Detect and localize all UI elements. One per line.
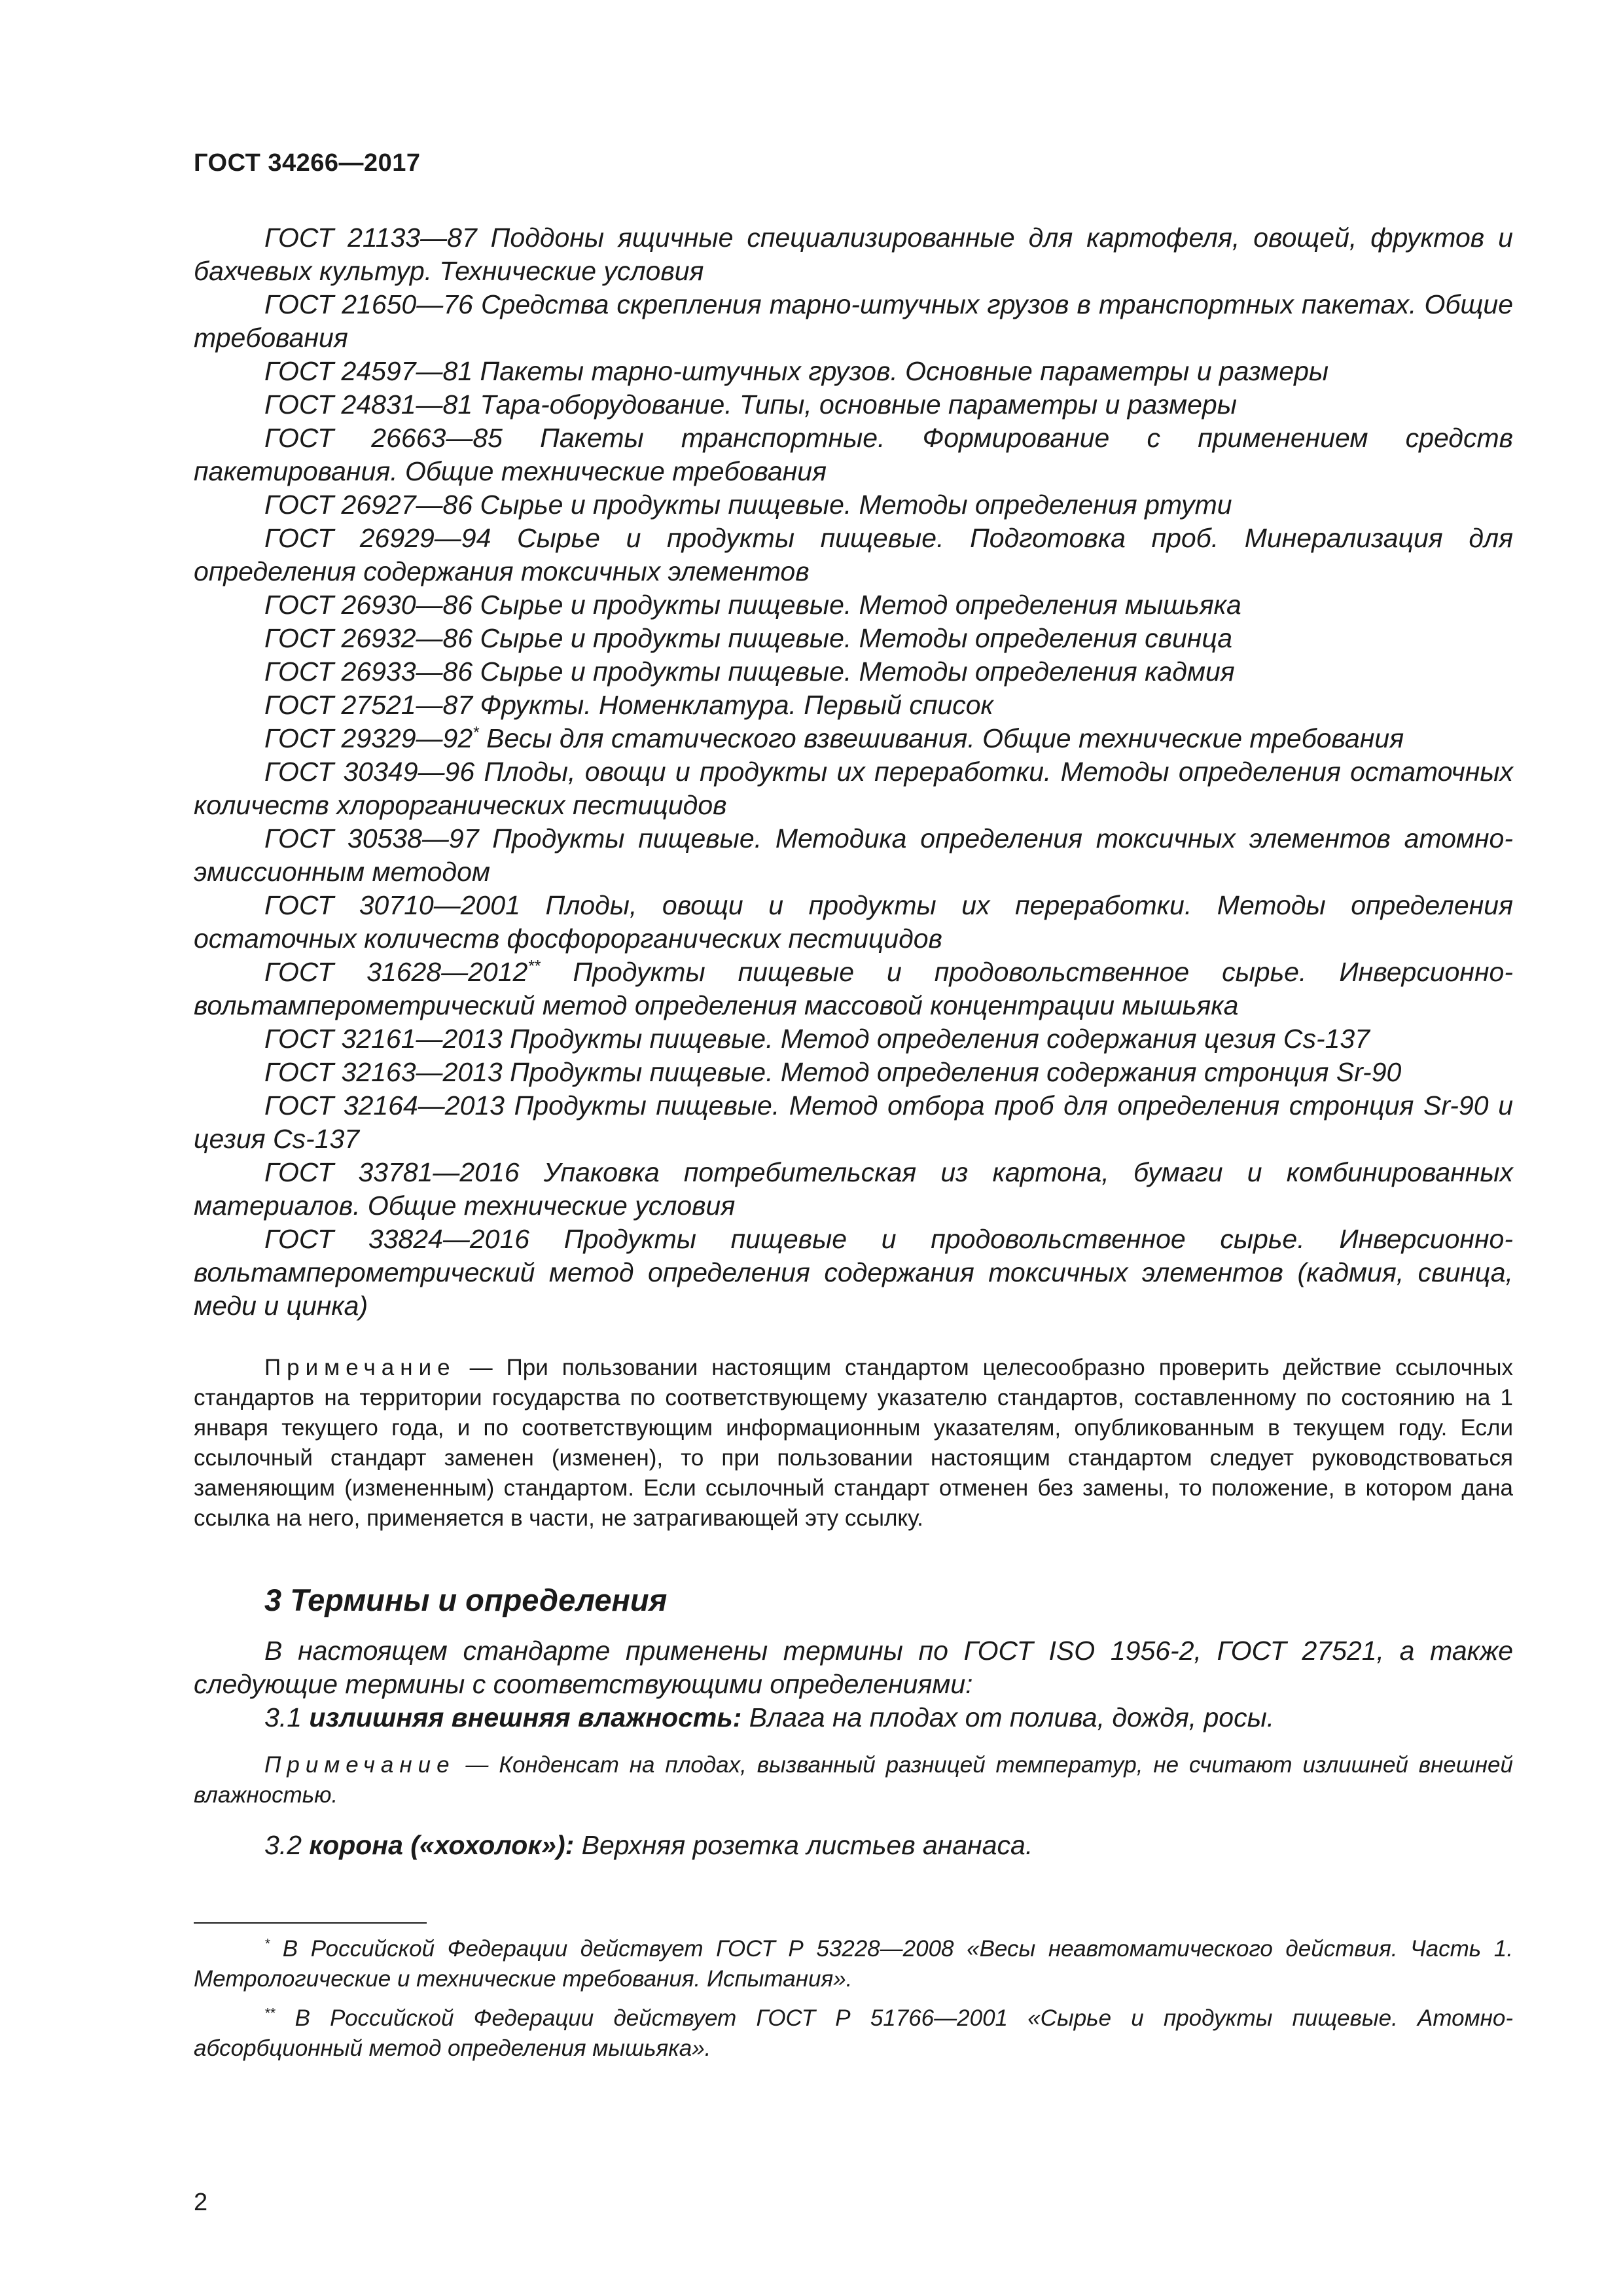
reference-item: ГОСТ 21133—87 Поддоны ящичные специализированные для картофеля, овощей, фруктов и бахчевых культур. Технические условия (194, 223, 1513, 286)
footnote-marker: * (473, 724, 479, 742)
footnote-separator (194, 1922, 427, 1924)
footnote-marker: ** (264, 2005, 276, 2021)
reference-item: ГОСТ 32161—2013 Продукты пищевые. Метод определения содержания цезия Cs-137 (264, 1024, 1370, 1054)
note-label: Примечание (264, 1752, 455, 1778)
footnote-item (194, 2003, 1513, 2064)
document-page (194, 0, 1513, 2296)
footnotes (194, 1922, 1513, 2073)
note-text: При пользовании настоящим стандартом целесообразно проверить действие ссылочных стандартов на территории государства по соответствующему указателю стандартов, составленному по состоянию на 1 января текущего года, и по соответствующим информационным указателям, опубликованным в текущем году. Если ссылочный стандарт заменен (изменен), то при пользовании настоящим стандартом следует руководствоваться заменяющим (измененным) стандартом. Если ссылочный стандарт отменен без замены, то положение, в котором дана ссылка на него, применяется в части, не затрагивающей эту ссылку. (194, 1355, 1514, 1531)
reference-item: ГОСТ 24597—81 Пакеты тарно-штучных грузов. Основные параметры и размеры (264, 356, 1329, 386)
term-3-1-note (194, 1750, 1513, 1810)
reference-item (194, 722, 1513, 755)
reference-item: ГОСТ 26663—85 Пакеты транспортные. Формирование с применением средств пакетирования. Общие технические требования (194, 423, 1513, 486)
reference-item: ГОСТ 26930—86 Сырье и продукты пищевые. Метод определения мышьяка (264, 590, 1241, 620)
note-dash: — (455, 1355, 507, 1380)
reference-item: ГОСТ 26932—86 Сырье и продукты пищевые. Методы определения свинца (264, 623, 1233, 653)
reference-item: ГОСТ 24831—81 Тара-оборудование. Типы, основные параметры и размеры (264, 389, 1237, 420)
reference-item: ГОСТ 21650—76 Средства скрепления тарно-штучных грузов в транспортных пакетах. Общие требования (194, 289, 1513, 353)
term-name: корона («хохолок»): (309, 1830, 575, 1860)
term-number: 3.1 (264, 1702, 310, 1732)
normative-references (194, 221, 1513, 1862)
reference-title: Продукты пищевые и продовольственное сырье. Инверсионно-вольтамперометрический метод определения массовой концентрации мышьяка (194, 957, 1513, 1020)
reference-item: ГОСТ 26933—86 Сырье и продукты пищевые. Методы определения кадмия (264, 656, 1235, 687)
reference-item: ГОСТ 33781—2016 Упаковка потребительская из картона, бумаги и комбинированных материалов. Общие технические условия (194, 1157, 1513, 1221)
reference-code: ГОСТ 31628—2012 (264, 957, 528, 987)
term-definition: Влага на плодах от полива, дождя, росы. (741, 1702, 1275, 1732)
note-dash: — (455, 1752, 499, 1778)
reference-item (194, 956, 1513, 1022)
footnote-marker: * (264, 1936, 270, 1952)
note-label: Примечание (264, 1355, 456, 1380)
reference-item: ГОСТ 27521—87 Фрукты. Номенклатура. Первый список (264, 690, 993, 720)
term-number: 3.2 (264, 1830, 310, 1860)
note-text: Конденсат на плодах, вызванный разницей температур, не считают излишней внешней влажностью. (194, 1752, 1513, 1808)
term-3-1 (194, 1701, 1513, 1734)
section-3-title: 3 Термины и определения (264, 1583, 668, 1617)
footnote-marker: ** (527, 958, 541, 976)
footnote-item (194, 1934, 1513, 1994)
section-3-intro: В настоящем стандарте применены термины по ГОСТ ISO 1956-2, ГОСТ 27521, а также следующие термины с соответствующими определениями: (194, 1636, 1513, 1699)
reference-item: ГОСТ 26929—94 Сырье и продукты пищевые. Подготовка проб. Минерализация для определения содержания токсичных элементов (194, 523, 1513, 586)
term-3-2 (194, 1829, 1513, 1862)
reference-item: ГОСТ 32164—2013 Продукты пищевые. Метод отбора проб для определения стронция Sr-90 и цезия Cs-137 (194, 1090, 1513, 1154)
reference-item: ГОСТ 30349—96 Плоды, овощи и продукты их переработки. Методы определения остаточных количеств хлорорганических пестицидов (194, 757, 1513, 820)
reference-item: ГОСТ 26927—86 Сырье и продукты пищевые. Методы определения ртути (264, 490, 1232, 520)
reference-item: ГОСТ 33824—2016 Продукты пищевые и продовольственное сырье. Инверсионно-вольтамперометрический метод определения содержания токсичных элементов (кадмия, свинца, меди и цинка) (194, 1224, 1513, 1321)
reference-note (194, 1353, 1513, 1534)
reference-item: ГОСТ 30710—2001 Плоды, овощи и продукты их переработки. Методы определения остаточных количеств фосфорорганических пестицидов (194, 890, 1513, 954)
reference-title: Весы для статического взвешивания. Общие технические требования (478, 723, 1404, 753)
document-code-header: ГОСТ 34266—2017 (194, 149, 421, 177)
footnote-text: В Российской Федерации действует ГОСТ Р 51766—2001 «Сырье и продукты пищевые. Атомно-абсорбционный метод определения мышьяка». (194, 2005, 1513, 2061)
reference-code: ГОСТ 29329—92 (264, 723, 473, 753)
reference-item: ГОСТ 30538—97 Продукты пищевые. Методика определения токсичных элементов атомно-эмиссионным методом (194, 823, 1513, 887)
page-number: 2 (194, 2189, 208, 2216)
reference-item: ГОСТ 32163—2013 Продукты пищевые. Метод определения содержания стронция Sr-90 (264, 1057, 1402, 1087)
footnote-text: В Российской Федерации действует ГОСТ Р 53228—2008 «Весы неавтоматического действия. Часть 1. Метрологические и технические требования. Испытания». (194, 1936, 1513, 1992)
term-name: излишняя внешняя влажность: (309, 1702, 742, 1732)
term-definition: Верхняя розетка листьев ананаса. (574, 1830, 1033, 1860)
